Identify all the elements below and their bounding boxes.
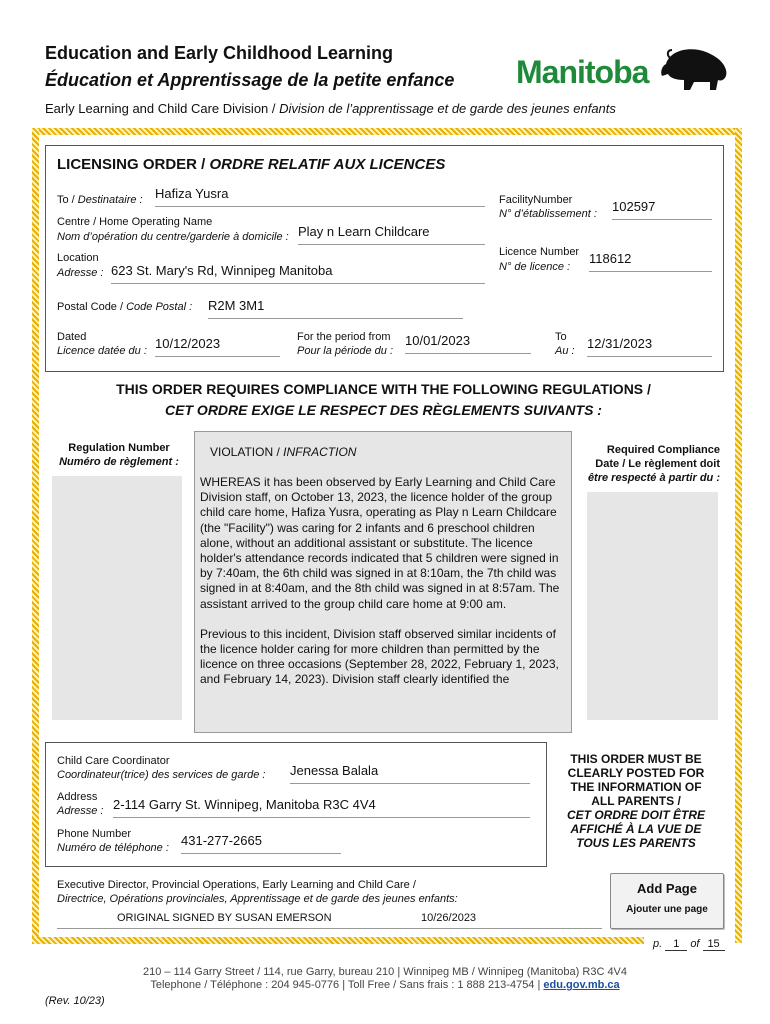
footer-address: 210 – 114 Garry Street / 114, rue Garry, bureau 210 | Winnipeg MB / Winnipeg (Manitoba) R3C 4V4: [142, 966, 628, 978]
phone-label-fr: Numéro de téléphone :: [57, 842, 169, 854]
add-page-button[interactable]: [610, 873, 724, 929]
regulation-label-fr: Numéro de règlement :: [59, 456, 179, 468]
violation-paragraph-1: WHEREAS it has been observed by Early Learning and Child Care Division staff, on October 13, 2023, the licence holder of the group child care home, Hafiza Yusra, operating as Play n Learn Childcare (the "Facility") was caring for 2 infants and 6 preschool children alone, without an additional assistant or substitute. The licence holder's attendance records indicated that 5 children were signed in by 7:40am, the 6th child was signed in at 8:10am, the 7th child was signed in at 8:40am, and the 8th child was signed in at 8:57am. The assistant arrived to the group child care home at 9:00 am.: [200, 475, 560, 611]
regulation-label-en: Regulation Number: [68, 442, 170, 454]
violation-text[interactable]: [200, 475, 564, 688]
manitoba-logo-text: Manitoba: [516, 54, 649, 90]
compliance-heading-fr: CET ORDRE EXIGE LE RESPECT DES RÈGLEMENTS SUIVANTS :: [165, 402, 602, 418]
division-line: [45, 101, 616, 116]
form-heading: [57, 156, 445, 173]
department-title-en: Education and Early Childhood Learning: [45, 43, 394, 63]
required-compliance-label-2: Date / Le règlement doit: [595, 458, 720, 470]
licence-label-en: Licence Number: [499, 246, 580, 258]
centre-label-fr: Nom d’opération du centre/garderie à domicile :: [57, 231, 289, 243]
centre-label-en: Centre / Home Operating Name: [57, 216, 213, 228]
frame-top: [32, 128, 742, 135]
required-compliance-label-3: être respecté à partir du :: [587, 472, 720, 484]
revision-note: (Rev. 10/23): [45, 995, 105, 1007]
phone-label-en: Phone Number: [57, 828, 131, 840]
to-date-label-en: To: [555, 331, 567, 343]
footer-contact: Telephone / Téléphone : 204 945-0776 | Toll Free / Sans frais : 1 888 213-4754 | edu.gov.mb.ca: [150, 979, 620, 991]
period-label-en: For the period from: [297, 331, 391, 343]
page-total[interactable]: 15: [703, 938, 725, 951]
frame-bottom: [32, 937, 644, 944]
required-compliance-date-field[interactable]: [587, 492, 718, 720]
centre-name-field[interactable]: Play n Learn Childcare: [298, 224, 485, 245]
postal-code-field[interactable]: R2M 3M1: [208, 298, 463, 319]
required-compliance-label-1: Required Compliance: [606, 444, 720, 456]
executive-label-en: Executive Director, Provincial Operations, Early Learning and Child Care /: [57, 879, 416, 891]
add-page-label: Add Page: [637, 881, 697, 896]
division-separator: /: [268, 101, 280, 116]
form-heading-fr: ORDRE RELATIF AUX LICENCES: [209, 156, 446, 173]
location-label-en: Location: [57, 252, 99, 264]
licence-label-fr: N° de licence :: [499, 261, 571, 273]
period-label-fr: Pour la période du :: [297, 345, 394, 357]
bison-icon: [660, 44, 730, 92]
dated-label-en: Dated: [57, 331, 87, 343]
frame-left: [32, 128, 39, 943]
division-en: Early Learning and Child Care Division: [45, 101, 269, 116]
facility-label-en: FacilityNumber: [499, 194, 573, 206]
postal-label: Postal Code / Code Postal :: [57, 301, 193, 313]
coordinator-label-fr: Coordinateur(trice) des services de garde :: [57, 769, 266, 781]
period-from-field[interactable]: 10/01/2023: [405, 333, 531, 354]
page-current[interactable]: 1: [665, 938, 687, 951]
address-field[interactable]: 2-114 Garry St. Winnipeg, Manitoba R3C 4V4: [113, 797, 530, 818]
department-title-fr: Éducation et Apprentissage de la petite enfance: [45, 70, 455, 90]
facility-label-fr: N° d’établissement :: [499, 208, 597, 220]
dated-label-fr: Licence datée du :: [57, 345, 147, 357]
page-number: p. 1 of 15: [653, 938, 725, 951]
website-link[interactable]: edu.gov.mb.ca: [543, 979, 620, 991]
division-fr: Division de l’apprentissage et de garde des jeunes enfants: [279, 101, 616, 116]
regulation-number-field[interactable]: [52, 476, 182, 720]
executive-label-fr: Directrice, Opérations provinciales, Apprentissage et de garde des jeunes enfants:: [57, 893, 458, 905]
signature-date: 10/26/2023: [421, 912, 477, 924]
licence-number-field[interactable]: 118612: [589, 251, 712, 272]
address-label-en: Address: [57, 791, 98, 803]
form-heading-en: LICENSING ORDER /: [57, 156, 210, 173]
to-date-label-fr: Au :: [555, 345, 575, 357]
compliance-heading-en: THIS ORDER REQUIRES COMPLIANCE WITH THE FOLLOWING REGULATIONS /: [116, 381, 651, 397]
location-field[interactable]: 623 St. Mary's Rd, Winnipeg Manitoba: [111, 263, 485, 284]
to-label: To / Destinataire :: [57, 194, 143, 206]
coordinator-field[interactable]: Jenessa Balala: [290, 763, 530, 784]
dated-field[interactable]: 10/12/2023: [155, 336, 280, 357]
facility-number-field[interactable]: 102597: [612, 199, 712, 220]
location-label-fr: Adresse :: [57, 267, 104, 279]
frame-right: [735, 128, 742, 943]
signed-by: ORIGINAL SIGNED BY SUSAN EMERSON: [117, 912, 332, 924]
address-label-fr: Adresse :: [57, 805, 104, 817]
to-field[interactable]: Hafiza Yusra: [155, 186, 485, 207]
posting-notice: THIS ORDER MUST BE CLEARLY POSTED FOR THE INFORMATION OF ALL PARENTS / CET ORDRE DOIT ÊTRE AFFICHÉ À LA VUE DE TOUS LES PARENTS: [566, 752, 705, 850]
coordinator-label-en: Child Care Coordinator: [57, 755, 170, 767]
period-to-field[interactable]: 12/31/2023: [587, 336, 712, 357]
add-page-label-fr: Ajouter une page: [626, 904, 708, 915]
violation-label: VIOLATION / INFRACTION: [210, 445, 357, 459]
violation-paragraph-2: Previous to this incident, Division staff observed similar incidents of the licence holder caring for more children than permitted by the licence on three occasions (September 28, 2022, February 1, 2023, and February 14, 2023). Division staff clearly identified the: [200, 626, 559, 687]
phone-field[interactable]: 431-277-2665: [181, 833, 341, 854]
